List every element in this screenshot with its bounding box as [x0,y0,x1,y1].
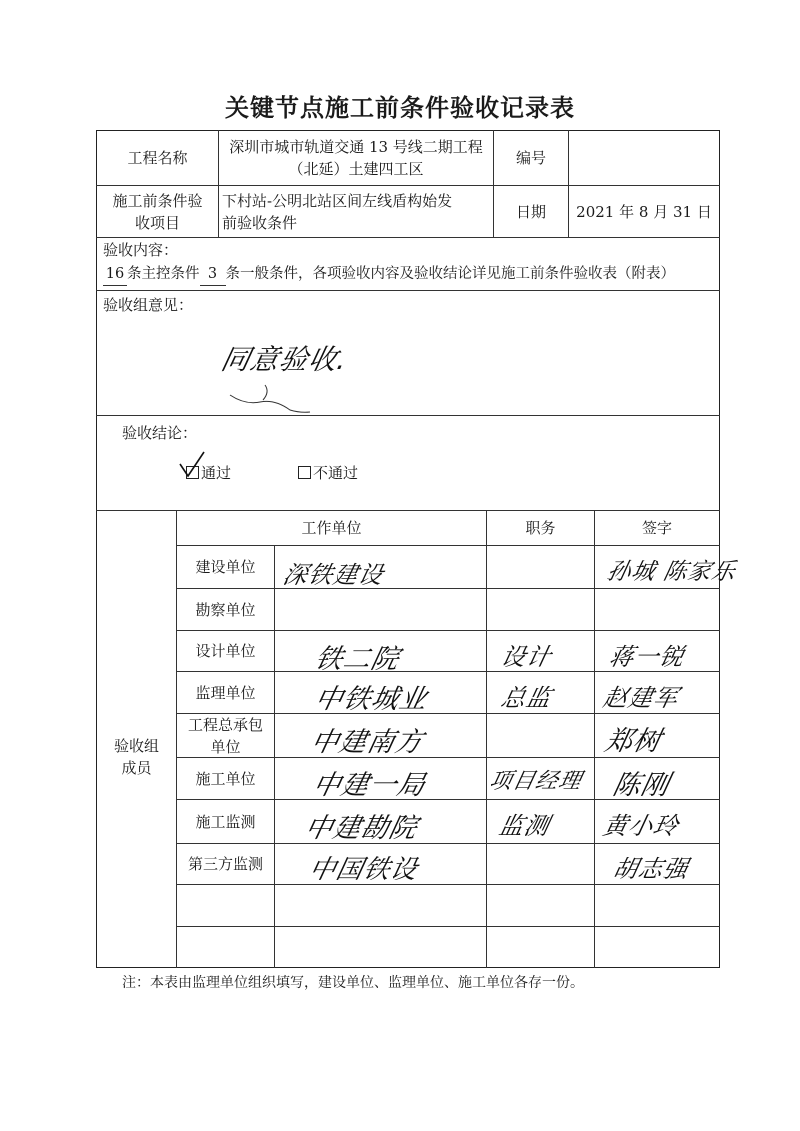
number-value[interactable] [569,131,719,185]
position-handwriting: 监测 [496,812,553,840]
signature-handwriting: 蒋一锐 [606,643,688,671]
role-cell: 勘察单位 [195,600,256,619]
item-name [222,186,492,237]
fail-checkbox[interactable] [298,466,311,479]
opinion-handwriting: 同意验收. [218,343,352,376]
content-text-b: 条一般条件，各项验收内容及验收结论详见施工前条件验收表（附表） [225,266,675,282]
opinion-label: 验收组意见： [103,296,194,314]
role-cell: 设计单位 [195,642,256,660]
item-label [97,186,218,237]
unit-handwriting: 中铁城业 [312,684,431,715]
signature-handwriting: 赵建军 [600,684,682,712]
project-label: 工程名称 [127,149,188,167]
form-title: 关键节点施工前条件验收记录表 [225,94,575,122]
rule-content [96,290,720,291]
fail-label: 不通过 [313,464,359,482]
col-signature-header: 签字 [641,519,672,537]
position-handwriting: 项目经理 [486,769,585,794]
role-cell: 建设单位 [195,558,256,576]
col-position-header: 职务 [525,519,556,537]
content-text-a: 条主控条件 [127,266,200,282]
number-label: 编号 [515,149,546,167]
footnote: 注：本表由监理单位组织填写，建设单位、监理单位、施工单位各存一份。 [122,975,584,991]
unit-handwriting: 中建一局 [310,770,429,801]
project-name [219,131,493,185]
item-label-line2: 收项目 [134,213,180,232]
rule-opinion [96,415,720,416]
role-cell: 施工监测 [195,812,256,831]
signature-handwriting: 孙城 陈家乐 [604,559,739,585]
unit-handwriting: 铁二院 [312,644,403,675]
vrule-members-unit [486,510,487,968]
general-count: 3 [200,263,226,286]
signature-handwriting: 胡志强 [610,855,692,883]
members-side-label-line2: 成员 [121,759,152,777]
project-name-line1: 深圳市城市轨道交通 13 号线二期工程 [229,138,483,156]
members-side-label [97,546,176,968]
unit-handwriting: 中建勘院 [302,813,421,844]
signature-scribble [225,380,315,420]
pass-label: 通过 [201,464,232,482]
role-cell: 监理单位 [195,683,256,702]
position-handwriting: 设计 [498,643,555,671]
date-label: 日期 [515,202,546,221]
role-cell [177,714,274,757]
signature-handwriting: 黄小玲 [600,812,682,840]
rule-row2 [96,237,720,238]
role-cell: 第三方监测 [187,855,263,873]
project-name-line2: （北延）土建四工区 [288,160,424,178]
col-unit-header: 工作单位 [301,519,362,537]
unit-handwriting: 中国铁设 [306,855,421,885]
item-name-line2: 前验收条件 [222,213,298,232]
members-side-label-line1: 验收组 [113,737,159,755]
role-cell: 施工单位 [195,769,256,788]
content-text [103,263,675,286]
signature-handwriting: 郑树 [602,726,665,757]
position-handwriting: 总监 [498,684,555,712]
role-line2: 单位 [210,737,241,756]
role-cell [177,927,274,968]
check-mark-icon [176,448,208,482]
signature-handwriting: 陈刚 [610,770,673,801]
content-label: 验收内容： [103,241,179,259]
main-count: 16 [103,263,127,286]
item-name-line1: 下村站-公明北站区间左线盾构始发 [222,191,453,210]
unit-handwriting: 中建南方 [308,727,427,758]
option-fail[interactable] [298,462,358,484]
date-value[interactable]: 2021 年 8 月 31 日 [576,202,712,221]
unit-handwriting: 深铁建设 [280,561,387,589]
vrule-members-position [594,510,595,968]
item-label-line1: 施工前条件验 [112,191,203,210]
role-line1: 工程总承包 [187,715,263,734]
role-cell [177,885,274,926]
conclusion-label: 验收结论： [122,424,198,442]
